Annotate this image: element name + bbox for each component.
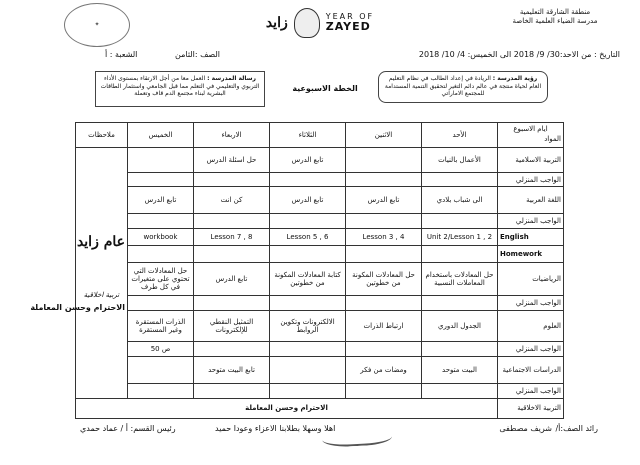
plan-cell	[270, 384, 346, 399]
moral-merged-cell: الاحترام وحسن المعاملة	[76, 398, 498, 418]
table-row	[76, 384, 564, 399]
date-line: التاريخ : من الاحد:30/ 9/ 2018 الى الخميس: 4/ 10/ 2018	[418, 50, 620, 59]
plan-cell: Lesson 7 , 8	[194, 228, 270, 245]
mission-title: رسالة المدرسة :	[207, 75, 256, 82]
plan-cell: حل المعادلات المكونة من خطوتين	[346, 262, 422, 296]
table-row	[76, 245, 564, 262]
subject-cell: الواجب المنزلي	[498, 384, 564, 399]
plan-cell	[128, 214, 194, 229]
subject-cell: اللغة العربية	[498, 187, 564, 214]
section-label: الشعبة : أ	[105, 50, 138, 59]
table-row	[76, 148, 564, 173]
plan-cell: تابع الدرس	[270, 148, 346, 173]
subject-cell: English	[498, 228, 564, 245]
plan-cell: Lesson 5 , 6	[270, 228, 346, 245]
plan-cell	[128, 172, 194, 187]
plan-cell: الى شباب بلادي	[422, 187, 498, 214]
plan-cell	[346, 148, 422, 173]
vision-box	[378, 71, 548, 103]
org-header	[480, 8, 630, 27]
plan-cell	[194, 172, 270, 187]
plan-cell: تابع الدرس	[128, 187, 194, 214]
mission-body: العمل معا من أجل الارتقاء بمستوى الأداء التربوي والتعليمي في التعلم مما قبل الجامعي واستثمار الطاقات البشرية لبناء مجتمع الدم قاف وتعملة	[100, 75, 260, 97]
plan-cell: الالكترونات وتكوين الروابط	[270, 311, 346, 342]
plan-cell	[194, 214, 270, 229]
subject-cell: الواجب المنزلي	[498, 172, 564, 187]
vision-body: الريادة في إعداد الطالب في نظام التعليم العام لحياة منتجة في عالم دائم التغير لتحقيق التنمية المستدامة للمجتمع الاماراتي	[384, 75, 542, 97]
weekly-plan-table	[30, 122, 564, 419]
plan-cell	[422, 172, 498, 187]
plan-cell	[422, 342, 498, 357]
day-header-thursday: الخميس	[128, 123, 194, 148]
plan-cell: تابع الدرس	[270, 187, 346, 214]
notes-moral-value: الاحترام وحسن المعاملة	[30, 302, 125, 312]
plan-cell: الذرات المستقرة وغير المستقرة	[128, 311, 194, 342]
subject-cell: التربية الاسلامية	[498, 148, 564, 173]
notes-cell	[30, 148, 128, 399]
day-header-monday: الاثنين	[346, 123, 422, 148]
subject-cell: العلوم	[498, 311, 564, 342]
zayed-en-top: YEAR OF	[325, 11, 375, 21]
table-row	[76, 172, 564, 187]
plan-cell	[128, 296, 194, 311]
zayed-en-bottom: ZAYED	[325, 20, 371, 34]
org-line-2: مدرسة الضياء العلمية الخاصة	[512, 17, 598, 26]
plan-cell: الأعمال بالنيات	[422, 148, 498, 173]
corner-header	[498, 123, 564, 148]
plan-cell	[346, 214, 422, 229]
plan-cell	[128, 384, 194, 399]
subject-cell: الرياضيات	[498, 262, 564, 296]
subject-cell: التربية الاخلاقية	[498, 398, 564, 418]
plan-cell: ص 50	[128, 342, 194, 357]
corner-subjects: المواد	[544, 135, 561, 143]
plan-title: الخطة الاسبوعية	[292, 84, 358, 93]
plan-cell: تابع البيت متوحد	[194, 357, 270, 384]
subject-cell: الدراسات الاجتماعية	[498, 357, 564, 384]
table-row	[76, 357, 564, 384]
table-header-row	[76, 123, 564, 148]
subject-cell: الواجب المنزلي	[498, 214, 564, 229]
class-teacher-label: رائد الصف:أ/	[555, 424, 598, 433]
plan-cell	[270, 296, 346, 311]
plan-cell: تابع الدرس	[194, 262, 270, 296]
subject-cell: الواجب المنزلي	[498, 296, 564, 311]
plan-cell: حل اسئلة الدرس	[194, 148, 270, 173]
plan-cell: كن انت	[194, 187, 270, 214]
dept-head-label: رئيس القسم: أ / عماد حمدي	[80, 424, 176, 433]
day-header-tuesday: الثلاثاء	[270, 123, 346, 148]
zayed-portrait-icon	[294, 8, 320, 38]
vision-title: رؤية المدرسة :	[492, 75, 538, 82]
table-row	[76, 311, 564, 342]
plan-cell: حل المعادلات باستخدام المعاملات النسبية	[422, 262, 498, 296]
org-line-1: منطقة الشارقة التعليمية	[519, 8, 591, 16]
notes-handwritten: عام زايد	[76, 233, 125, 250]
mission-box	[95, 71, 265, 107]
plan-cell	[194, 245, 270, 262]
plan-cell: تابع الدرس	[346, 187, 422, 214]
plan-cell	[194, 296, 270, 311]
table-row	[76, 398, 564, 418]
plan-cell: ومضات من فكر	[346, 357, 422, 384]
plan-cell	[346, 296, 422, 311]
corner-days: ايام الاسبوع	[513, 125, 548, 134]
plan-cell	[422, 296, 498, 311]
plan-cell	[128, 245, 194, 262]
day-header-wednesday: الاربعاء	[194, 123, 270, 148]
plan-cell	[346, 245, 422, 262]
notes-header: ملاحظات	[76, 123, 128, 148]
table-row	[76, 187, 564, 214]
plan-cell	[346, 172, 422, 187]
class-label: الصف :الثامن	[175, 50, 221, 59]
subject-cell: Homework	[498, 245, 564, 262]
day-header-sunday: الأحد	[422, 123, 498, 148]
plan-cell: حل المعادلات التي تحتوي على متغيرات في كل طرف	[128, 262, 194, 296]
plan-cell: workbook	[128, 228, 194, 245]
plan-cell: الجدول الدوري	[422, 311, 498, 342]
plan-cell: التمثيل النقطي للإلكترونات	[194, 311, 270, 342]
plan-cell	[270, 172, 346, 187]
zayed-english-text	[326, 13, 374, 34]
zayed-arabic-text: زايد	[265, 15, 288, 31]
plan-cell	[422, 384, 498, 399]
year-of-zayed-banner	[225, 6, 415, 40]
plan-cell	[270, 357, 346, 384]
plan-cell: كتابة المعادلات المكونة من خطوتين	[270, 262, 346, 296]
welcome-message: اهلا وسهلا بطلابنا الاعزاء وعودا حميد	[215, 424, 336, 433]
plan-cell	[128, 148, 194, 173]
plan-cell: Lesson 3 , 4	[346, 228, 422, 245]
subject-cell: الواجب المنزلي	[498, 342, 564, 357]
teacher-name: شريف مصطفى	[499, 424, 552, 433]
plan-cell	[346, 384, 422, 399]
table-row	[76, 228, 564, 245]
plan-cell	[346, 342, 422, 357]
plan-cell	[194, 342, 270, 357]
plan-cell	[270, 245, 346, 262]
notes-moral-title: تربية اخلاقية	[83, 290, 120, 299]
plan-cell	[422, 245, 498, 262]
plan-cell	[422, 214, 498, 229]
school-logo	[64, 3, 130, 47]
table-row	[76, 214, 564, 229]
plan-cell: ارتباط الذرات	[346, 311, 422, 342]
plan-cell: البيت متوحد	[422, 357, 498, 384]
table-row	[76, 262, 564, 296]
plan-cell	[270, 214, 346, 229]
school-logo-emblem: ✦	[94, 21, 100, 29]
plan-cell	[128, 357, 194, 384]
plan-cell	[194, 384, 270, 399]
table-row	[76, 342, 564, 357]
table-row	[76, 296, 564, 311]
plan-cell: Unit 2/Lesson 1 , 2	[422, 228, 498, 245]
plan-cell	[270, 342, 346, 357]
